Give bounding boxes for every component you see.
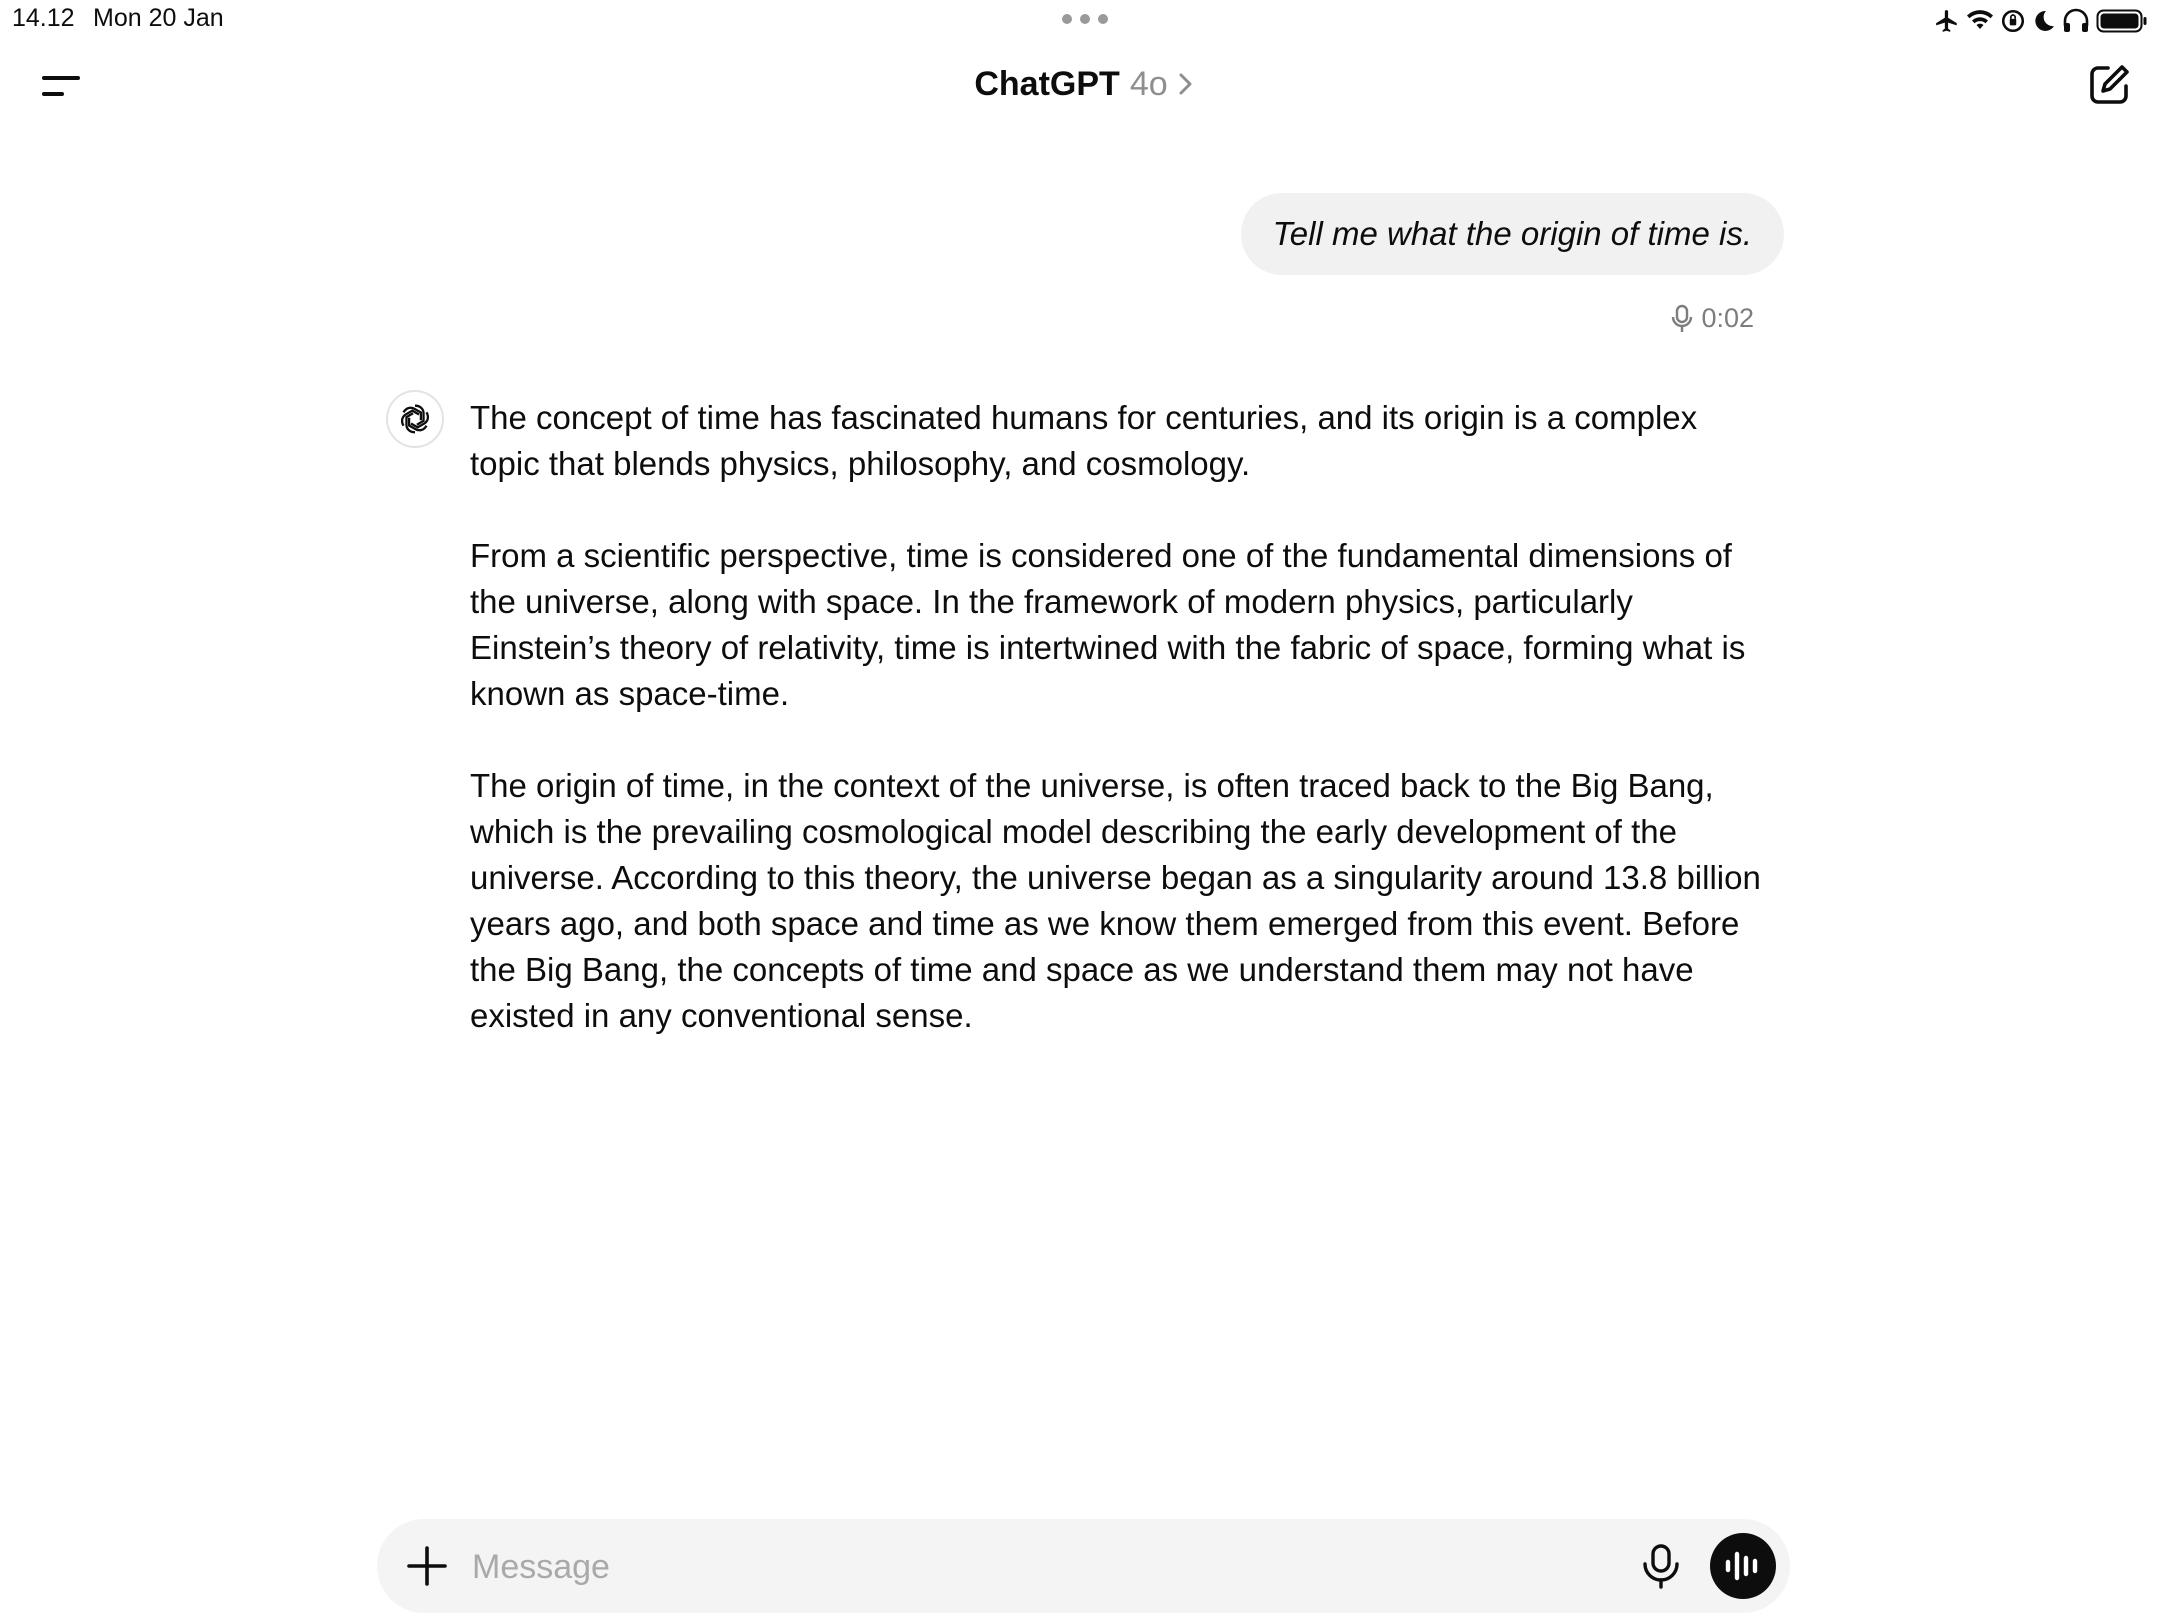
attach-button[interactable] bbox=[405, 1544, 449, 1588]
user-message-text: Tell me what the origin of time is. bbox=[1272, 215, 1752, 252]
assistant-avatar bbox=[386, 390, 444, 448]
message-composer bbox=[377, 1519, 1790, 1613]
model-selector bbox=[0, 62, 2160, 106]
battery-icon bbox=[2096, 8, 2148, 34]
assistant-paragraph: The concept of time has fascinated humans for centuries, and its origin is a complex topic that blends physics, philosophy, and cosmology. bbox=[470, 399, 1698, 482]
status-date: Mon 20 Jan bbox=[93, 4, 224, 32]
model-selector-button[interactable] bbox=[974, 62, 1193, 106]
compose-icon bbox=[2086, 62, 2132, 108]
voice-message-meta[interactable] bbox=[1671, 303, 1754, 334]
plus-icon bbox=[405, 1544, 449, 1588]
assistant-paragraph: From a scientific perspective, time is considered one of the fundamental dimensions of the universe, along with space. In the framework of modern physics, particularly Einstein’s theory of relativity, time is intertwined with the fabric of space, forming what is known as space-time. bbox=[470, 537, 1746, 712]
waveform-icon bbox=[1723, 1548, 1763, 1584]
airplane-icon bbox=[1934, 8, 1960, 34]
new-chat-button[interactable] bbox=[2086, 62, 2132, 108]
headphones-icon bbox=[2062, 8, 2090, 34]
status-time: 14.12 bbox=[12, 4, 75, 32]
microphone-icon bbox=[1639, 1543, 1683, 1589]
assistant-message bbox=[470, 395, 1770, 1085]
moon-icon bbox=[2032, 9, 2056, 33]
chevron-right-icon bbox=[1178, 71, 1194, 97]
user-message-bubble[interactable] bbox=[1241, 193, 1784, 275]
status-icons bbox=[1934, 6, 2148, 36]
wifi-icon bbox=[1966, 9, 1994, 33]
openai-logo-icon bbox=[396, 400, 434, 438]
app-title: ChatGPT bbox=[974, 65, 1120, 103]
multitasking-dots[interactable] bbox=[1062, 14, 1108, 24]
microphone-icon bbox=[1671, 304, 1693, 334]
dictate-button[interactable] bbox=[1639, 1543, 1683, 1589]
assistant-paragraph: The origin of time, in the context of the universe, is often traced back to the Big Bang, which is the prevailing cosmological model describing the early development of the universe. According to this theory, the universe began as a singularity around 13.8 billion years ago, and both space and time as we know them emerged from this event. Before the Big Bang, the concepts of time and space as we understand them may not have existed in any conventional sense. bbox=[470, 767, 1761, 1034]
voice-duration: 0:02 bbox=[1701, 303, 1754, 333]
orientation-lock-icon bbox=[2000, 8, 2026, 34]
status-bar bbox=[0, 0, 2160, 40]
message-input[interactable] bbox=[470, 1536, 1574, 1598]
model-name: 4o bbox=[1129, 65, 1168, 103]
voice-mode-button[interactable] bbox=[1710, 1533, 1776, 1599]
